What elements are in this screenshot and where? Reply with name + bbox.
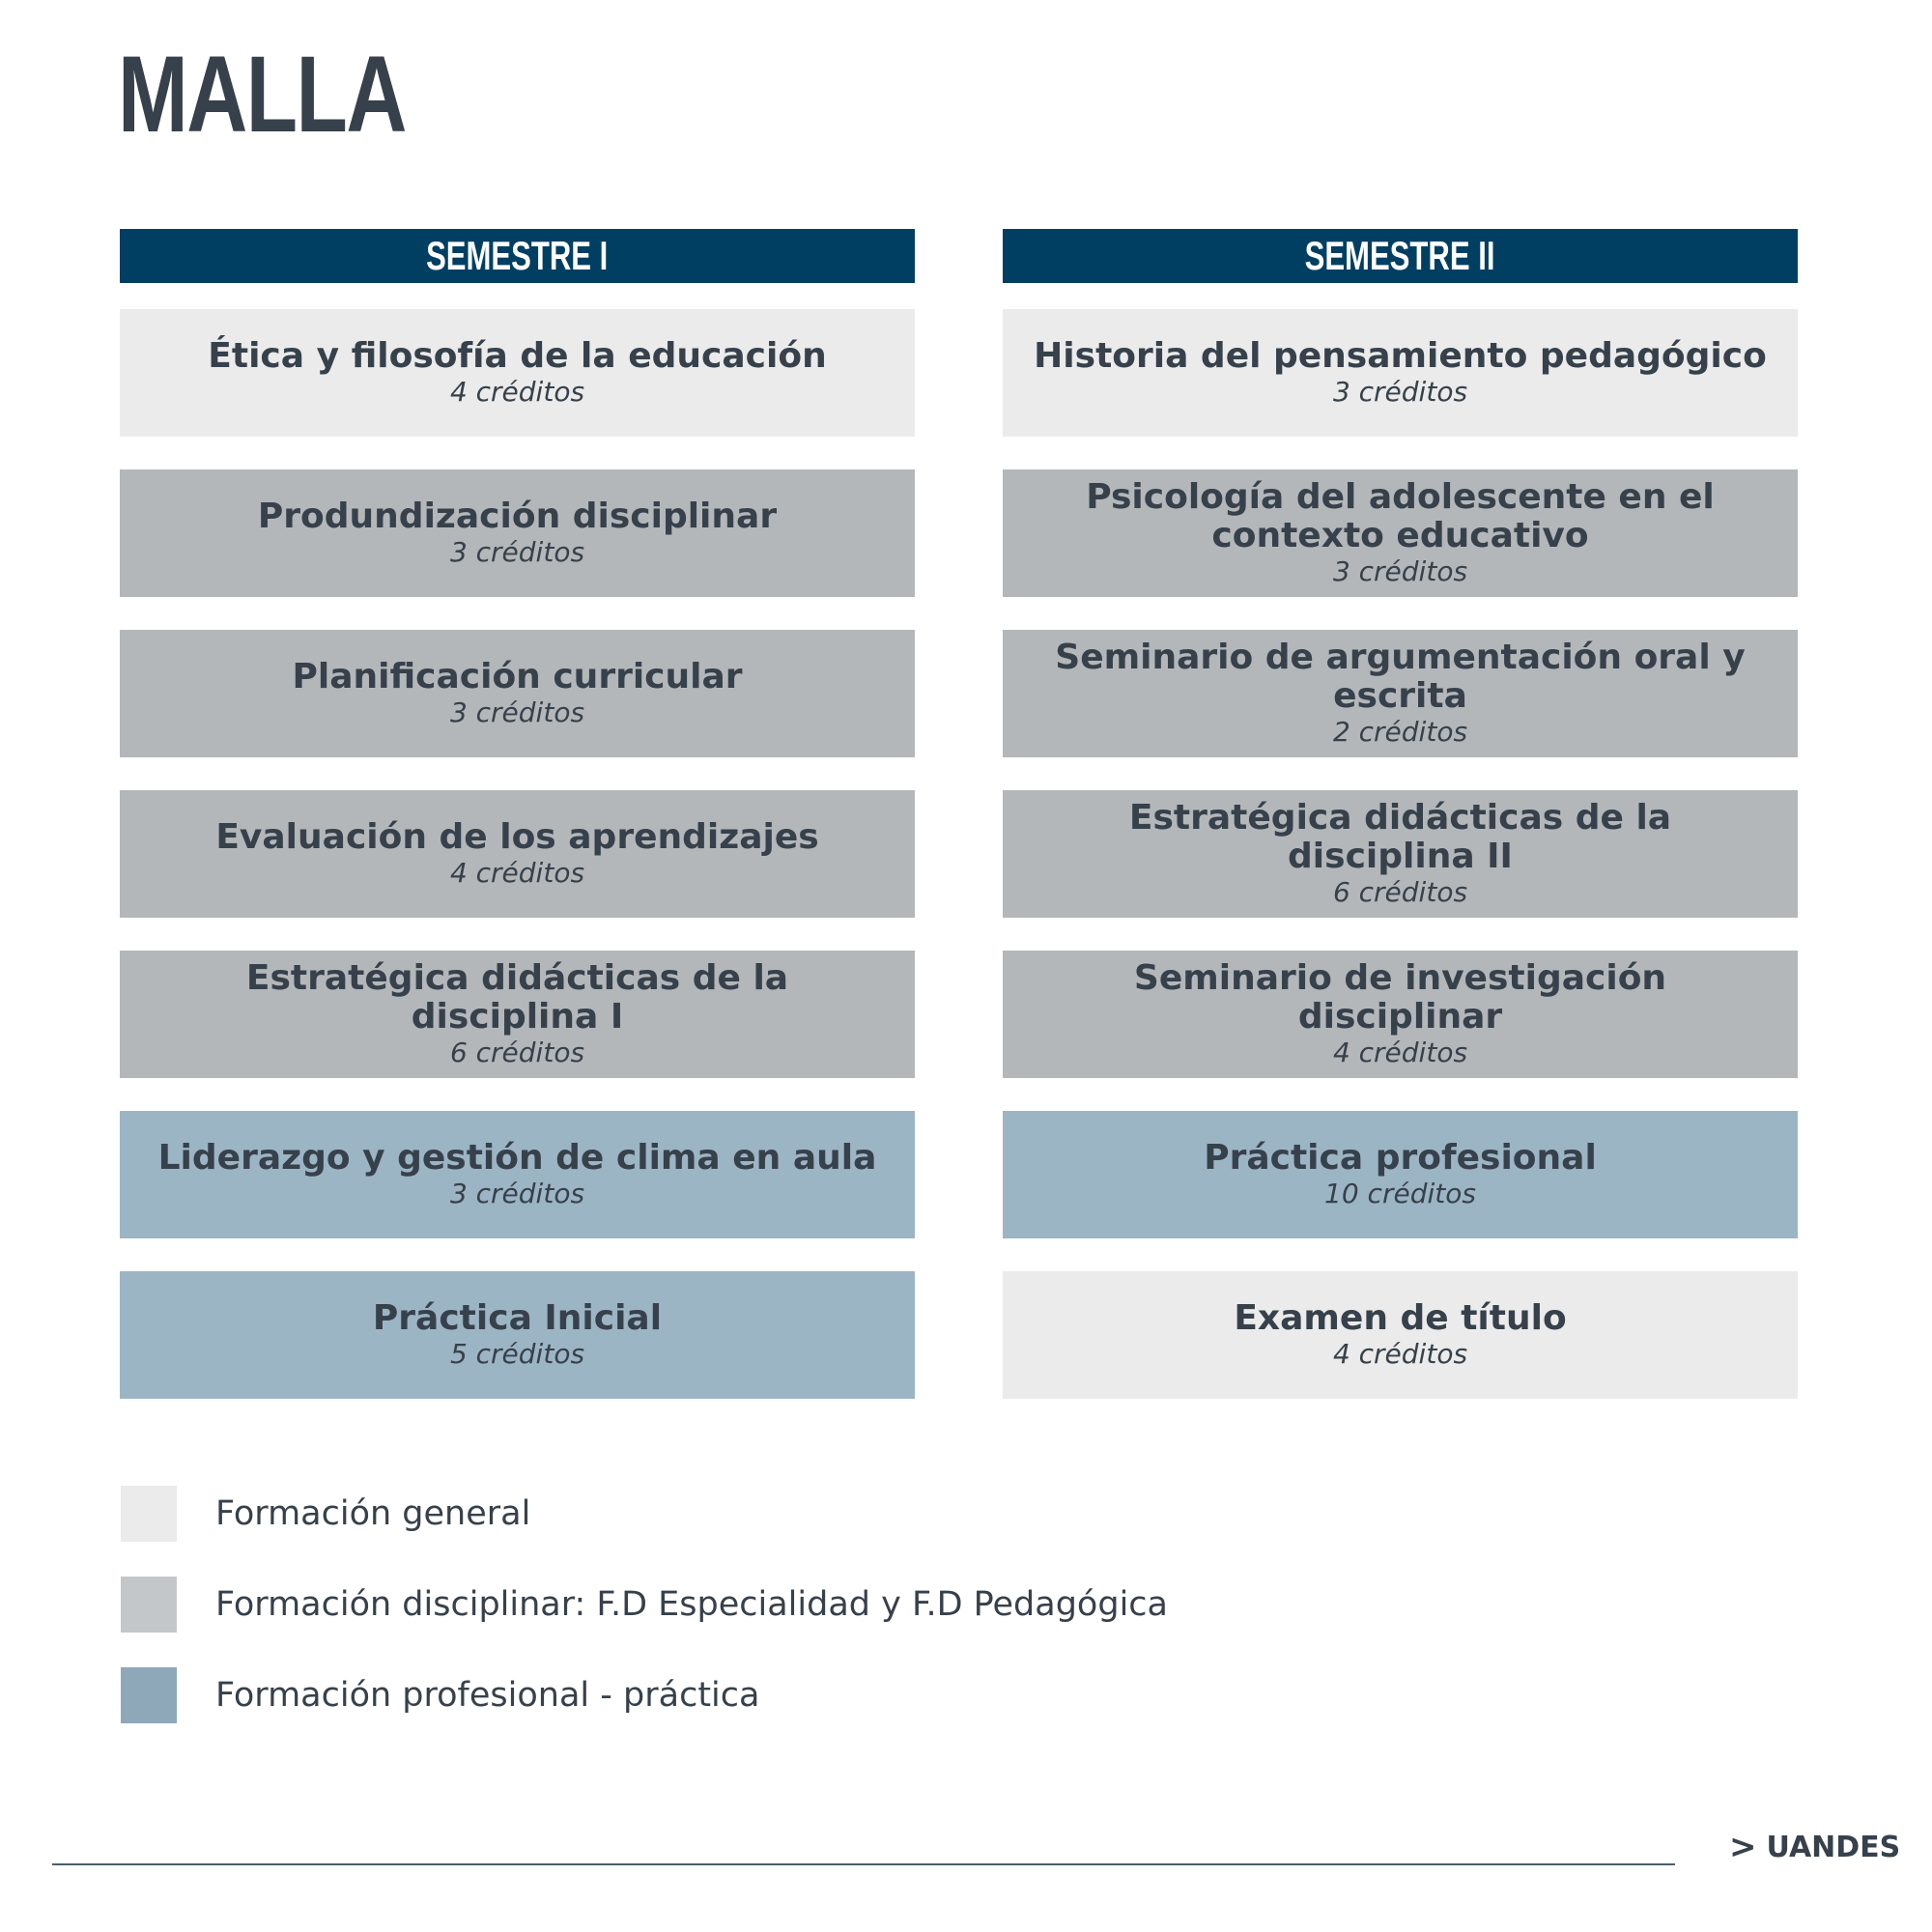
course-name: Práctica profesional	[1204, 1138, 1597, 1178]
course-name: Planificación curricular	[292, 657, 743, 696]
course-name: Práctica Inicial	[372, 1298, 663, 1338]
course-card	[1003, 469, 1798, 597]
course-card	[120, 790, 915, 918]
legend-item-profesional	[121, 1667, 1168, 1723]
chevron-right-icon: >	[1729, 1828, 1757, 1866]
legend-label: Formación profesional - práctica	[215, 1676, 760, 1715]
semester-1-column	[120, 229, 915, 1432]
course-card	[1003, 790, 1798, 918]
course-card	[120, 1111, 915, 1238]
course-card	[1003, 309, 1798, 437]
legend	[121, 1486, 1168, 1758]
course-name: Seminario de investigación disciplinar	[1133, 958, 1667, 1037]
brand-logo	[1729, 1828, 1900, 1866]
course-card	[120, 630, 915, 757]
legend-item-general	[121, 1486, 1168, 1542]
legend-label: Formación general	[215, 1494, 531, 1533]
course-credits: 6 créditos	[449, 1037, 585, 1068]
course-card	[1003, 951, 1798, 1078]
course-name: Psicología del adolescente en el contexto educativo	[1086, 477, 1715, 555]
course-card	[1003, 630, 1798, 757]
course-card	[120, 309, 915, 437]
course-credits: 4 créditos	[1332, 1338, 1468, 1370]
brand-name: UANDES	[1766, 1830, 1901, 1864]
course-card	[120, 1271, 915, 1399]
course-credits: 3 créditos	[449, 1178, 585, 1209]
course-name: Estratégica didácticas de la disciplina I	[245, 958, 789, 1037]
legend-item-disciplinar	[121, 1577, 1168, 1633]
course-credits: 4 créditos	[1332, 1037, 1468, 1068]
course-credits: 6 créditos	[1332, 876, 1468, 908]
course-name: Liderazgo y gestión de clima en aula	[157, 1138, 877, 1178]
course-credits: 10 créditos	[1324, 1178, 1476, 1209]
legend-swatch-general	[121, 1486, 177, 1542]
course-credits: 4 créditos	[449, 857, 585, 889]
course-name: Examen de título	[1234, 1298, 1567, 1338]
course-credits: 2 créditos	[1332, 716, 1468, 748]
course-name: Ética y filosofía de la educación	[208, 336, 827, 376]
page-title: MALLA	[118, 34, 406, 155]
semester-2-title: SEMESTRE II	[1305, 233, 1495, 278]
legend-swatch-disciplinar	[121, 1577, 177, 1633]
course-credits: 4 créditos	[449, 376, 585, 408]
course-card	[120, 469, 915, 597]
legend-swatch-profesional	[121, 1667, 177, 1723]
semester-1-header	[120, 229, 915, 283]
course-credits: 5 créditos	[449, 1338, 585, 1370]
footer-divider	[52, 1863, 1675, 1865]
course-credits: 3 créditos	[1332, 376, 1468, 408]
course-credits: 3 créditos	[449, 696, 585, 728]
course-name: Historia del pensamiento pedagógico	[1034, 336, 1767, 376]
course-card	[120, 951, 915, 1078]
course-card	[1003, 1111, 1798, 1238]
course-name: Evaluación de los aprendizajes	[215, 817, 819, 857]
course-credits: 3 créditos	[1332, 555, 1468, 587]
course-name: Seminario de argumentación oral y escrita	[1055, 638, 1746, 716]
course-card	[1003, 1271, 1798, 1399]
course-name: Produndización disciplinar	[257, 497, 778, 536]
course-name: Estratégica didácticas de la disciplina II	[1128, 798, 1672, 876]
legend-label: Formación disciplinar: F.D Especialidad y F.D Pedagógica	[215, 1585, 1168, 1624]
semester-1-title: SEMESTRE I	[426, 233, 609, 278]
semester-2-header	[1003, 229, 1798, 283]
semester-2-column	[1003, 229, 1798, 1432]
course-credits: 3 créditos	[449, 536, 585, 568]
